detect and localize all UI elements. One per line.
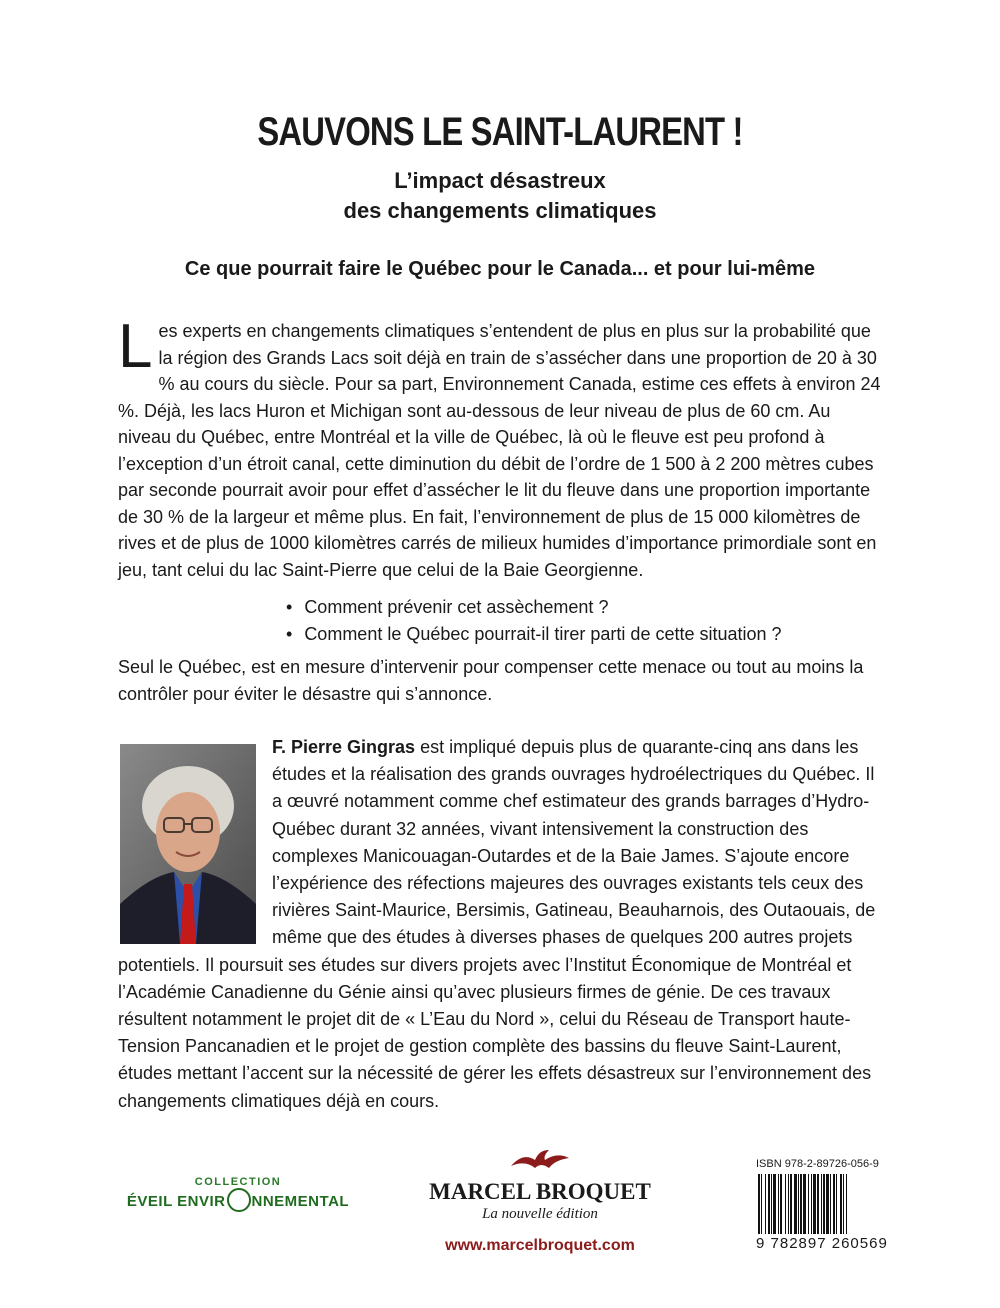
barcode-bar [811,1174,812,1234]
publisher-block [420,1146,660,1255]
dropcap: L [118,312,153,381]
barcode-bar [780,1174,782,1234]
barcode-bar [823,1174,825,1234]
barcode-bar [826,1174,829,1234]
intro-paragraph [118,312,888,583]
barcode-bar [771,1174,772,1234]
collection-label: COLLECTION [194,1176,282,1188]
barcode-bar [773,1174,776,1234]
barcode-bar [761,1174,762,1234]
publisher-bird-icon [505,1146,575,1172]
barcode-bar [830,1174,831,1234]
barcode-bar [843,1174,844,1234]
collection-name [118,1192,358,1212]
publisher-name: MARCEL BROQUET [429,1179,651,1204]
publisher-edition: La nouvelle édition [482,1206,598,1222]
barcode-bar [788,1174,789,1234]
barcode-bar [808,1174,809,1234]
subtitle-line-2: des changements climatiques [343,198,657,223]
question-item: • Comment prévenir cet assèchement ? [286,594,782,621]
tagline: Ce que pourrait faire le Québec pour le Canada... et pour lui-même [184,258,816,280]
barcode-bar [758,1174,760,1234]
barcode-bar [800,1174,802,1234]
author-bio [118,734,888,1115]
barcode-bar [846,1174,847,1234]
book-subtitle [0,166,1000,226]
publisher-url[interactable]: www.marcelbroquet.com [445,1237,635,1254]
barcode-bar [785,1174,786,1234]
barcode-bar [794,1174,797,1234]
closing-paragraph: Seul le Québec, est en mesure d’intervenir pour compenser cette menace ou tout au moins la contrôler pour éviter le désastre qui s’annonce. [118,657,864,704]
barcode-bar [817,1174,819,1234]
barcode-bar [778,1174,779,1234]
isbn-block [756,1158,896,1252]
barcode-bar [765,1174,766,1234]
collection-name-part1: ÉVEIL ENVIR [126,1192,226,1210]
author-name: F. Pierre Gingras [272,737,416,757]
barcode-bar [840,1174,842,1234]
barcode-bar [836,1174,837,1234]
author-portrait [120,744,256,944]
barcode-bar [813,1174,816,1234]
barcode-number: 9 782897 260569 [756,1235,888,1252]
barcode [756,1174,896,1234]
author-bio-text: est impliqué depuis plus de quarante-cinq ans dans les études et la réalisation des grands ouvrages hydroélectriques du Québec. Il a œuvré notamment comme chef estimateur des grands barrages d’Hydro-Québec durant 32 années, vivant intensivement la construction des complexes Manicouagan-Outardes et de la Baie James. S’ajoute encore l’expérience des réfections majeures des ouvrages existants tels ceux des rivières Saint-Maurice, Bersimis, Gatineau, Beauharnois, des Outaouais, de même que des études à diverses phases de quelques 200 autres projets potentiels. Il poursuit ses études sur divers projets avec l’Institut Économique de Montréal et l’Académie Canadienne du Génie ainsi qu’avec plusieurs firmes de génie. De ces travaux résultent notamment le projet dit de « L’Eau du Nord », celui du Réseau de Transport haute-Tension Pancanadien et le projet de gestion complète des bassins du fleuve Saint-Laurent, études mettant l’accent sur la nécessité de gérer les effets désastreux sur l’environnement des changements climatiques déjà en cours. [118,737,876,1111]
barcode-bar [833,1174,835,1234]
question-item: • Comment le Québec pourrait-il tirer parti de cette situation ? [286,621,782,648]
collection-ring-icon [227,1188,251,1212]
collection-logo [118,1176,358,1212]
question-list [286,594,782,648]
barcode-bar [790,1174,792,1234]
book-title: SAUVONS LE SAINT-LAURENT ! [257,110,743,154]
barcode-bar [768,1174,770,1234]
barcode-bar [798,1174,799,1234]
isbn-label: ISBN 978-2-89726-056-9 [756,1158,879,1170]
barcode-bar [803,1174,806,1234]
subtitle-line-1: L’impact désastreux [394,168,606,193]
intro-text: es experts en changements climatiques s’entendent de plus en plus sur la probabilité que la région des Grands Lacs soit déjà en train de s’assécher dans une proportion de 20 à 30 % au cours du siècle. Pour sa part, Environnement Canada, estime ces effets à environ 24 %. Déjà, les lacs Huron et Michigan sont au-dessous de leur niveau de plus de 60 cm. Au niveau du Québec, entre Montréal et la ville de Québec, là où le fleuve est peu profond à l’exception d’un étroit canal, cette diminution du débit de l’ordre de 1 500 à 2 200 mètres cubes par seconde pourrait avoir pour effet d’assécher le lit du fleuve dans une proportion importante de 30 % de la largeur et même plus. En fait, l’environnement de plus de 15 000 kilomètres de rives et de plus de 1000 kilomètres carrés de milieux humides d’importance primordiale sont en jeu, tant celui du lac Saint-Pierre que celui de la Baie Georgienne. [118,321,881,580]
collection-name-part2: NNEMENTAL [251,1192,350,1210]
barcode-bar [821,1174,822,1234]
